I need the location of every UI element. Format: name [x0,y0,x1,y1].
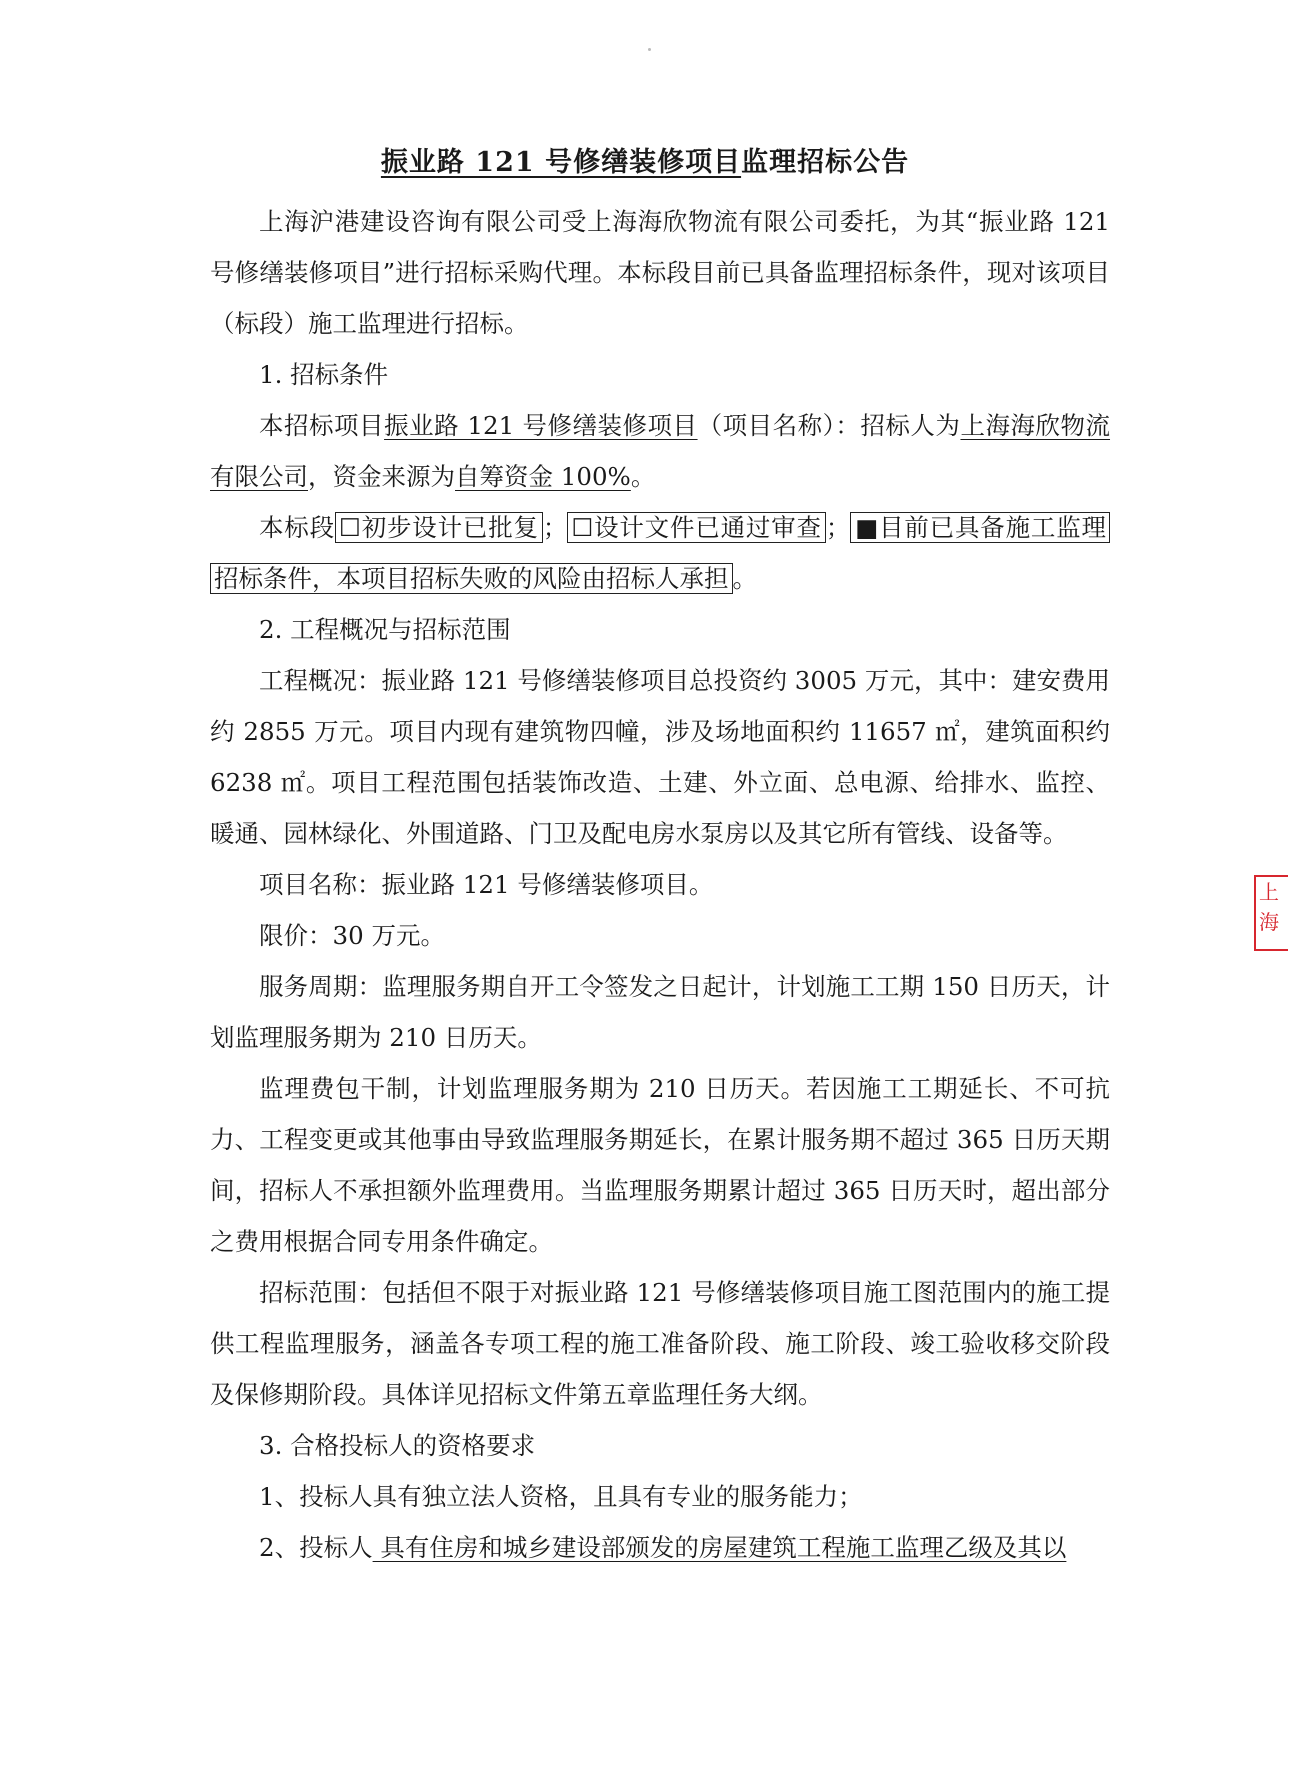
checkbox-option-ready-selected: ■目前已具备施工监理 [850,512,1110,543]
red-seal-stamp: 上海 [1254,875,1288,951]
scan-speck [648,48,651,51]
text-run: 。 [630,462,656,491]
text-run: 2、投标人 [259,1533,373,1562]
tenderer-underlined: 上海海欣物流有限公司 [210,411,1111,491]
separator: ； [825,513,851,542]
checkbox-option-preliminary-design: ☐初步设计已批复 [335,512,543,543]
qualification-item-1: 1、投标人具有独立法人资格，且具有专业的服务能力； [259,1482,863,1511]
section-2-heading: 2. 工程概况与招标范围 [259,615,511,644]
overview-paragraph: 工程概况：振业路 121 号修缮装修项目总投资约 3005 万元，其中：建安费用约 2855 万元。项目内现有建筑物四幢，涉及场地面积约 11657 ㎡，建筑面积约 6238 ㎡。项目工程范围包括装饰改造、土建、外立面、总电源、给排水、监控、暖通、园林绿化、外围道路、门卫及配电房水泵房以及其它所有管线、设备等。 [210,666,1110,848]
section-1-paragraph-1 [210,400,1110,502]
text-run: （项目名称）：招标人为 [697,411,961,440]
price-limit-line: 限价：30 万元。 [259,921,445,950]
fund-source-underlined: 自筹资金 100% [455,462,631,491]
section-1-heading: 1. 招标条件 [259,360,389,389]
service-period-paragraph: 服务周期：监理服务期自开工令签发之日起计，计划施工工期 150 日历天，计划监理服务期为 210 日历天。 [210,972,1110,1052]
checkbox-option-ready-continued: 招标条件，本项目招标失败的风险由招标人承担 [210,563,733,594]
separator: ； [542,513,568,542]
text-run: ，资金来源为 [308,462,455,491]
qualification-underlined: 具有住房和城乡建设部颁发的房屋建筑工程施工监理乙级及其以 [372,1533,1067,1562]
section-3-heading: 3. 合格投标人的资格要求 [259,1431,536,1460]
document-body [210,196,1110,1573]
section-1-paragraph-2 [210,502,1110,604]
text-run: 。 [732,564,757,593]
qualification-item-2 [210,1522,1110,1573]
text-run: 本标段 [259,513,335,542]
checkbox-option-design-review: ☐设计文件已通过审查 [567,512,826,543]
title-suffix: 监理招标公告 [741,147,910,178]
fee-paragraph: 监理费包干制，计划监理服务期为 210 日历天。若因施工工期延长、不可抗力、工程变更或其他事由导致监理服务期延长，在累计服务期不超过 365 日历天期间，招标人不承担额外监理费用。当监理服务期累计超过 365 日历天时，超出部分之费用根据合同专用条件确定。 [210,1074,1110,1256]
page-title [0,140,1290,179]
project-name-line: 项目名称：振业路 121 号修缮装修项目。 [259,870,714,899]
text-run: 本招标项目 [259,411,385,440]
scope-paragraph: 招标范围：包括但不限于对振业路 121 号修缮装修项目施工图范围内的施工提供工程监理服务，涵盖各专项工程的施工准备阶段、施工阶段、竣工验收移交阶段及保修期阶段。具体详见招标文件第五章监理任务大纲。 [210,1278,1110,1409]
project-name-underlined: 振业路 121 号修缮装修项目 [384,411,698,440]
intro-paragraph: 上海沪港建设咨询有限公司受上海海欣物流有限公司委托，为其“振业路 121 号修缮装修项目”进行招标采购代理。本标段目前已具备监理招标条件，现对该项目（标段）施工监理进行招标。 [210,207,1110,338]
title-project-name: 振业路 121 号修缮装修项目 [380,147,742,178]
